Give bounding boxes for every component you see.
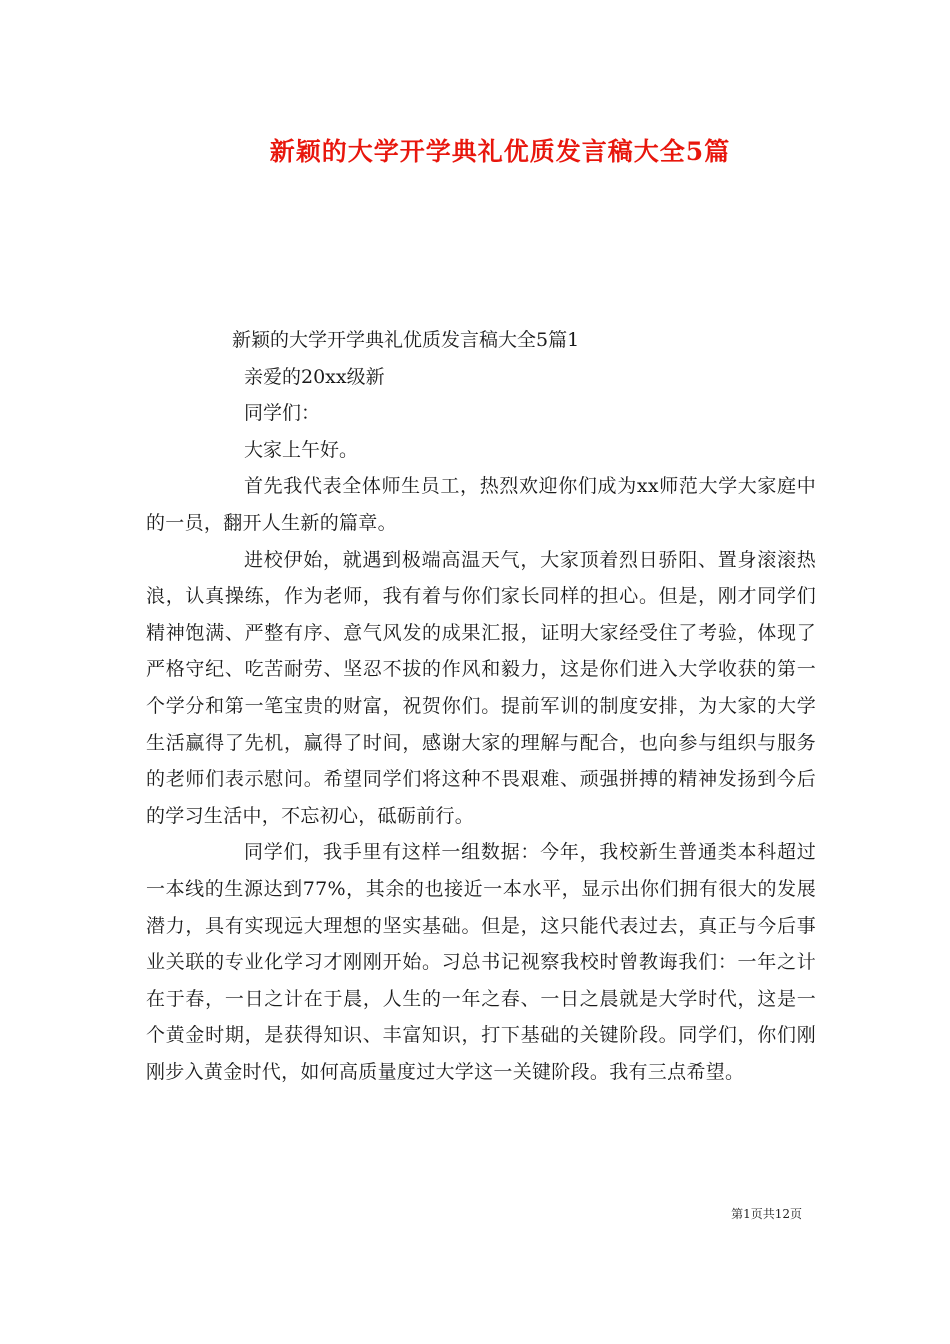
document-body: [146, 322, 816, 1090]
paragraph: 进校伊始，就遇到极端高温天气，大家顶着烈日骄阳、置身滚滚热浪，认真操练，作为老师，我有着与你们家长同样的担心。但是，刚才同学们精神饱满、严整有序、意气风发的成果汇报，证明大家经受住了考验，体现了严格守纪、吃苦耐劳、坚忍不拔的作风和毅力，这是你们进入大学收获的第一个学分和第一笔宝贵的财富，祝贺你们。提前军训的制度安排，为大家的大学生活赢得了先机，赢得了时间，感谢大家的理解与配合，也向参与组织与服务的老师们表示慰问。希望同学们将这种不畏艰难、顽强拼搏的精神发扬到今后的学习生活中，不忘初心，砥砺前行。: [146, 548, 816, 827]
document-title: 新颖的大学开学典礼优质发言稿大全5篇: [269, 137, 731, 166]
greeting-line: 大家上午好。: [244, 438, 359, 461]
page-number-footer: 第1页共12页: [731, 1207, 802, 1221]
section-heading: 新颖的大学开学典礼优质发言稿大全5篇1: [232, 329, 580, 351]
greeting-line: 同学们：: [244, 402, 321, 425]
paragraph: 首先我代表全体师生员工，热烈欢迎你们成为xx师范大学大家庭中的一员，翻开人生新的篇章。: [146, 475, 816, 534]
paragraph: 同学们，我手里有这样一组数据：今年，我校新生普通类本科超过一本线的生源达到77%，其余的也接近一本水平，显示出你们拥有很大的发展潜力，具有实现远大理想的坚实基础。但是，这只能代表过去，真正与今后事业关联的专业化学习才刚刚开始。习总书记视察我校时曾教诲我们：一年之计在于春，一日之计在于晨，人生的一年之春、一日之晨就是大学时代，这是一个黄金时期，是获得知识、丰富知识，打下基础的关键阶段。同学们，你们刚刚步入黄金时代，如何高质量度过大学这一关键阶段。我有三点希望。: [146, 841, 816, 1083]
greeting-line: 亲爱的20xx级新: [244, 365, 385, 388]
